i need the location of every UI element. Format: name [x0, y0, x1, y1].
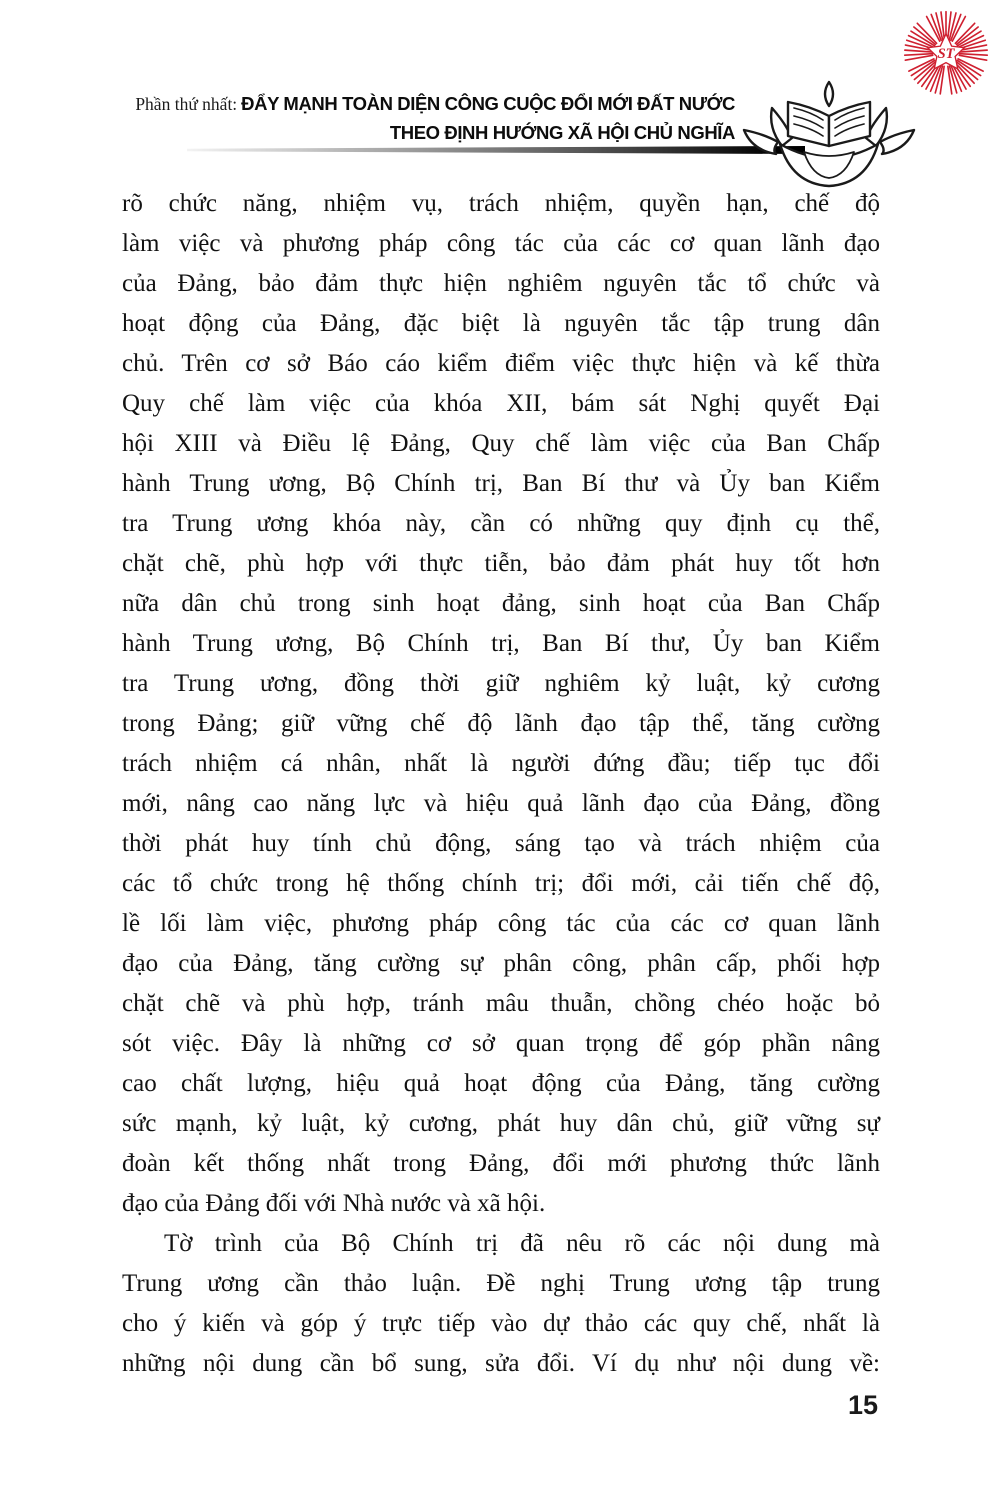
section-label: Phần thứ nhất: — [135, 94, 238, 114]
text-line: thời phát huy tính chủ động, sáng tạo và trách nhiệm của — [122, 830, 880, 857]
text-line: làm việc và phương pháp công tác của các cơ quan lãnh đạo — [122, 230, 880, 257]
publisher-monogram: ST — [937, 45, 955, 62]
text-line: chặt chẽ, phù hợp với thực tiễn, bảo đảm phát huy tốt hơn — [122, 550, 880, 577]
text-line: đoàn kết thống nhất trong Đảng, đổi mới phương thức lãnh — [122, 1150, 880, 1177]
text-line: Trung ương cần thảo luận. Đề nghị Trung ương tập trung — [122, 1270, 880, 1297]
text-line: hoạt động của Đảng, đặc biệt là nguyên tắc tập trung dân — [122, 310, 880, 337]
text-line: hội XIII và Điều lệ Đảng, Quy chế làm việc của Ban Chấp — [122, 430, 880, 457]
text-line: nữa dân chủ trong sinh hoạt đảng, sinh hoạt của Ban Chấp — [122, 590, 880, 617]
header-title-line1: ĐẨY MẠNH TOÀN DIỆN CÔNG CUỘC ĐỔI MỚI ĐẤT NƯỚC — [241, 93, 735, 114]
page-number: 15 — [847, 1390, 878, 1420]
running-header — [135, 90, 735, 146]
text-line: sót việc. Đây là những cơ sở quan trọng để góp phần nâng — [122, 1030, 880, 1057]
header-line-1 — [135, 90, 735, 119]
text-line: cho ý kiến và góp ý trực tiếp vào dự thảo các quy chế, nhất là — [122, 1310, 880, 1337]
body-text — [122, 184, 880, 1384]
text-line: đạo của Đảng đối với Nhà nước và xã hội. — [122, 1190, 546, 1217]
header-rule — [187, 146, 805, 154]
text-line: trách nhiệm cá nhân, nhất là người đứng đầu; tiếp tục đổi — [122, 750, 880, 777]
text-line: tra Trung ương, đồng thời giữ nghiêm kỷ luật, kỷ cương — [122, 670, 880, 697]
text-line: chủ. Trên cơ sở Báo cáo kiểm điểm việc thực hiện và kế thừa — [122, 350, 880, 377]
paragraph — [122, 1224, 880, 1384]
text-line: của Đảng, bảo đảm thực hiện nghiêm nguyên tắc tổ chức và — [122, 270, 880, 297]
header-title-line2: THEO ĐỊNH HƯỚNG XÃ HỘI CHỦ NGHĨA — [389, 122, 735, 143]
text-line: hành Trung ương, Bộ Chính trị, Ban Bí thư, Ủy ban Kiểm — [122, 630, 880, 657]
text-line: rõ chức năng, nhiệm vụ, trách nhiệm, quyền hạn, chế độ — [122, 190, 880, 217]
text-line: mới, nâng cao năng lực và hiệu quả lãnh đạo của Đảng, đồng — [122, 790, 880, 817]
text-line: những nội dung cần bổ sung, sửa đổi. Ví dụ như nội dung về: — [122, 1350, 880, 1377]
lotus-book-icon — [738, 80, 920, 194]
lotus-book-emblem — [738, 80, 920, 194]
text-line: Tờ trình của Bộ Chính trị đã nêu rõ các nội dung mà — [164, 1230, 880, 1257]
text-line: lề lối làm việc, phương pháp công tác của các cơ quan lãnh — [122, 910, 880, 937]
text-line: chặt chẽ và phù hợp, tránh mâu thuẫn, chồng chéo hoặc bỏ — [122, 990, 880, 1017]
text-line: các tổ chức trong hệ thống chính trị; đổi mới, cải tiến chế độ, — [122, 870, 880, 897]
text-line: cao chất lượng, hiệu quả hoạt động của Đảng, tăng cường — [122, 1070, 880, 1097]
text-line: sức mạnh, kỷ luật, kỷ cương, phát huy dân chủ, giữ vững sự — [122, 1110, 880, 1137]
text-line: đạo của Đảng, tăng cường sự phân công, phân cấp, phối hợp — [122, 950, 880, 977]
text-line: hành Trung ương, Bộ Chính trị, Ban Bí thư và Ủy ban Kiểm — [122, 470, 880, 497]
text-line: tra Trung ương khóa này, cần có những quy định cụ thể, — [122, 510, 880, 537]
text-line: Quy chế làm việc của khóa XII, bám sát Nghị quyết Đại — [122, 390, 880, 417]
paragraph — [122, 184, 880, 1224]
text-line: trong Đảng; giữ vững chế độ lãnh đạo tập thể, tăng cường — [122, 710, 880, 737]
